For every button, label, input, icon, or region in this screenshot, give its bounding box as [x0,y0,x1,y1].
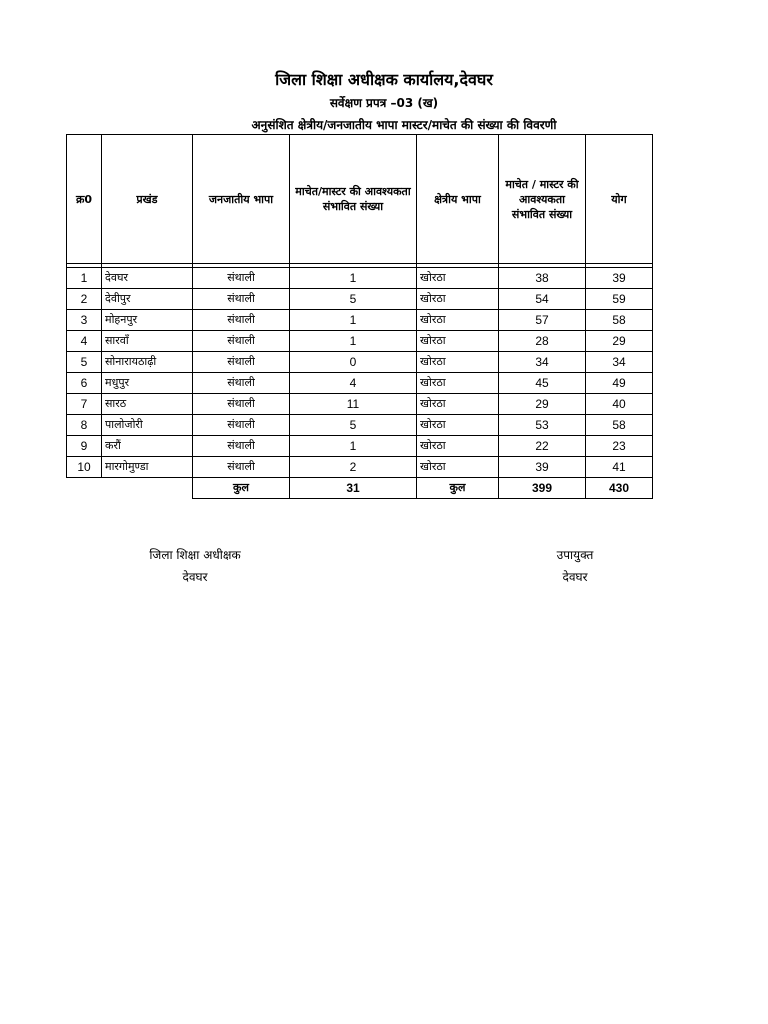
cell-tribal-need: 0 [290,352,417,373]
cell-total: 39 [586,268,653,289]
cell-sno: 9 [67,436,102,457]
cell-regional-language: खोरठा [417,394,499,415]
col-header-block: प्रखंड [102,135,193,264]
cell-sno: 10 [67,457,102,478]
totals-row [67,478,653,499]
table-row [67,331,653,352]
cell-regional-language: खोरठा [417,289,499,310]
cell-block: करौं [102,436,193,457]
col-header-regional-need: माचेत / मास्टर की आवश्यकता संभावित संख्या [499,135,586,264]
cell-total: 49 [586,373,653,394]
cell-regional-need: 28 [499,331,586,352]
table-row [67,394,653,415]
cell-regional-need: 57 [499,310,586,331]
table-row [67,373,653,394]
cell-block: पालोजोरी [102,415,193,436]
cell-regional-need: 45 [499,373,586,394]
table-header-row [67,135,653,264]
cell-tribal-need: 1 [290,331,417,352]
cell-tribal-language: संथाली [193,415,290,436]
cell-regional-need: 29 [499,394,586,415]
col-header-sno: क्र0 [67,135,102,264]
col-header-tribal-need: माचेत/मास्टर की आवश्यकता संभावित संख्या [290,135,417,264]
signature-left [120,544,270,588]
cell-total: 58 [586,415,653,436]
signature-left-title: जिला शिक्षा अधीक्षक [149,548,241,562]
cell-block: देवीपुर [102,289,193,310]
signature-right [510,544,640,588]
cell-sno: 7 [67,394,102,415]
cell-block: देवघर [102,268,193,289]
cell-regional-language: खोरठा [417,373,499,394]
cell-total: 40 [586,394,653,415]
cell-tribal-language: संथाली [193,352,290,373]
signature-right-place: देवघर [562,570,588,584]
cell-regional-need: 38 [499,268,586,289]
table-row [67,415,653,436]
document-title: जिला शिक्षा अधीक्षक कार्यालय,देवघर [275,70,493,89]
cell-tribal-language: संथाली [193,289,290,310]
cell-total: 59 [586,289,653,310]
cell-total: 23 [586,436,653,457]
cell-regional-language: खोरठा [417,310,499,331]
cell-tribal-need: 2 [290,457,417,478]
col-header-regional-language: क्षेत्रीय भापा [417,135,499,264]
cell-sno: 2 [67,289,102,310]
cell-tribal-need: 11 [290,394,417,415]
cell-tribal-language: संथाली [193,268,290,289]
cell-tribal-need: 4 [290,373,417,394]
total-label-regional: कुल [417,478,499,499]
cell-total: 29 [586,331,653,352]
table-row [67,289,653,310]
survey-table [66,134,653,499]
col-header-tribal-language: जनजातीय भापा [193,135,290,264]
table-row [67,268,653,289]
cell-sno: 4 [67,331,102,352]
signature-left-place: देवघर [182,570,208,584]
cell-tribal-need: 1 [290,268,417,289]
cell-tribal-language: संथाली [193,373,290,394]
cell-tribal-language: संथाली [193,331,290,352]
cell-tribal-need: 1 [290,310,417,331]
table-row [67,436,653,457]
cell-block: सारठ [102,394,193,415]
cell-sno: 1 [67,268,102,289]
signature-right-title: उपायुक्त [556,548,594,562]
cell-tribal-language: संथाली [193,457,290,478]
total-regional-need: 399 [499,478,586,499]
cell-regional-language: खोरठा [417,415,499,436]
cell-block: मारगोमुण्डा [102,457,193,478]
cell-regional-language: खोरठा [417,436,499,457]
col-header-total: योग [586,135,653,264]
cell-regional-need: 22 [499,436,586,457]
table-body [67,268,653,478]
cell-tribal-need: 1 [290,436,417,457]
cell-regional-need: 54 [499,289,586,310]
cell-tribal-need: 5 [290,289,417,310]
cell-block: सोनारायठाढ़ी [102,352,193,373]
table-row [67,457,653,478]
cell-sno: 3 [67,310,102,331]
cell-total: 41 [586,457,653,478]
table-description: अनुसंशित क्षेत्रीय/जनजातीय भापा मास्टर/माचेत की संख्या की विवरणी [251,118,557,132]
cell-tribal-language: संथाली [193,436,290,457]
table-row [67,352,653,373]
cell-regional-need: 34 [499,352,586,373]
table-row [67,310,653,331]
total-label-tribal: कुल [193,478,290,499]
cell-regional-language: खोरठा [417,352,499,373]
cell-regional-language: खोरठा [417,331,499,352]
cell-block: सारवाँ [102,331,193,352]
cell-tribal-language: संथाली [193,394,290,415]
total-tribal-need: 31 [290,478,417,499]
cell-regional-language: खोरठा [417,268,499,289]
cell-sno: 8 [67,415,102,436]
cell-tribal-need: 5 [290,415,417,436]
cell-block: मधुपुर [102,373,193,394]
grand-total: 430 [586,478,653,499]
cell-regional-language: खोरठा [417,457,499,478]
cell-total: 34 [586,352,653,373]
form-subtitle: सर्वेक्षण प्रपत्र –03 (ख) [329,96,439,110]
cell-sno: 6 [67,373,102,394]
cell-regional-need: 53 [499,415,586,436]
cell-tribal-language: संथाली [193,310,290,331]
cell-regional-need: 39 [499,457,586,478]
cell-sno: 5 [67,352,102,373]
cell-total: 58 [586,310,653,331]
cell-block: मोहनपुर [102,310,193,331]
